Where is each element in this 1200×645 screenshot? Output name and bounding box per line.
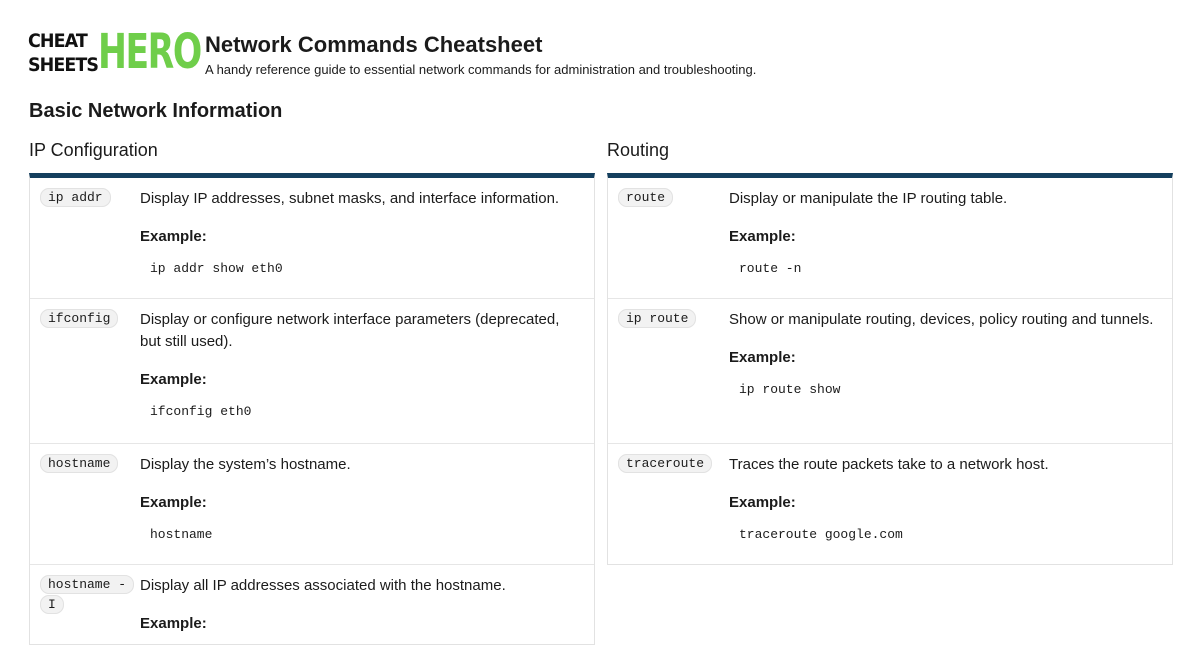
command-code: ifconfig (40, 309, 118, 328)
command-row (608, 178, 1172, 298)
command-row (608, 443, 1172, 564)
example-label: Example: (140, 494, 207, 511)
logo-text: HERO (98, 24, 201, 80)
command-code: route (618, 188, 673, 207)
example-code: route -n (739, 261, 802, 276)
command-row (30, 298, 594, 443)
logo-text: CHEAT (28, 30, 87, 52)
example-label: Example: (729, 494, 796, 511)
command-code: hostname -I (40, 575, 134, 614)
example-label: Example: (729, 228, 796, 245)
ip-configuration-card (29, 173, 595, 645)
cheatsheetshero-logo[interactable] (28, 24, 201, 80)
card-title: Routing (607, 140, 670, 160)
example-code: ip route show (739, 382, 841, 397)
example-label: Example: (140, 371, 207, 388)
example-code: ip addr show eth0 (150, 261, 283, 276)
page-title: Network Commands Cheatsheet (205, 32, 543, 57)
example-code: hostname (150, 527, 213, 542)
section-title: Basic Network Information (29, 100, 283, 122)
command-code: ip addr (40, 188, 111, 207)
example-code: ifconfig eth0 (150, 404, 252, 419)
command-code: ip route (618, 309, 696, 328)
command-description: Display the system’s hostname. (140, 456, 351, 473)
command-code: hostname (40, 454, 118, 473)
command-description: Display all IP addresses associated with the hostname. (140, 577, 506, 594)
logo-text: SHEETS (28, 54, 99, 76)
command-row (30, 178, 594, 298)
command-description: Display or configure network interface parameters (deprecated, but still used). (140, 311, 560, 350)
page-subtitle: A handy reference guide to essential network commands for administration and troubleshooting. (205, 62, 757, 77)
routing-card (607, 173, 1173, 565)
card-title: IP Configuration (29, 140, 158, 160)
command-description: Display IP addresses, subnet masks, and interface information. (140, 190, 560, 207)
command-description: Show or manipulate routing, devices, policy routing and tunnels. (729, 311, 1154, 328)
command-description: Traces the route packets take to a network host. (729, 456, 1049, 473)
command-description: Display or manipulate the IP routing table. (729, 190, 1008, 207)
command-row (30, 564, 594, 644)
command-code: traceroute (618, 454, 712, 473)
example-label: Example: (140, 615, 207, 632)
command-row (608, 298, 1172, 443)
example-code: traceroute google.com (739, 527, 903, 542)
example-label: Example: (729, 349, 796, 366)
example-label: Example: (140, 228, 207, 245)
command-row (30, 443, 594, 564)
